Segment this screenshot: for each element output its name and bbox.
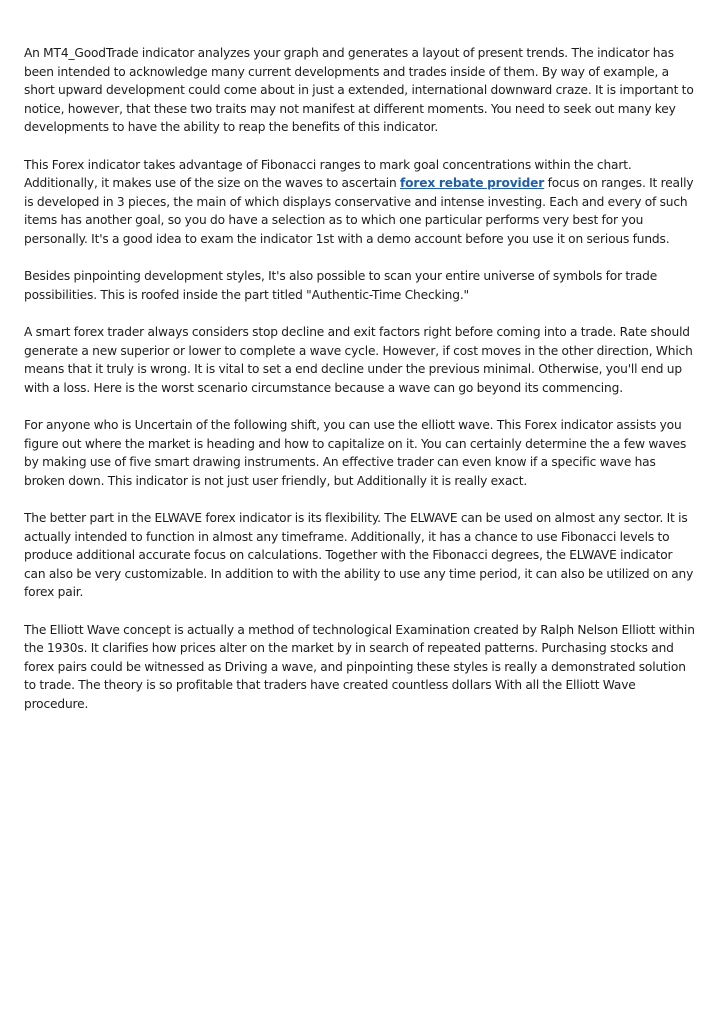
paragraph-scanning: Besides pinpointing development styles, It's also possible to scan your entire universe of symbols for trade possibilities. This is roofed inside the part titled "Authentic-Time Checking.": [24, 269, 658, 302]
forex-rebate-provider-link[interactable]: forex rebate provider: [400, 176, 545, 190]
paragraph-elliott-wave-concept: The Elliott Wave concept is actually a method of technological Examination created by Ralph Nelson Elliott within the 1930s. It clarifies how prices alter on the market by in search of repeated patterns. Purchasing stocks and forex pairs could be witnessed as Driving a wave, and pinpointing these styles is really a demonstrated solution to trade. The theory is so profitable that traders have created countless dollars With all the Elliott Wave procedure.: [24, 622, 695, 711]
document-body: [24, 44, 696, 732]
paragraph-stop-decline: A smart forex trader always considers stop decline and exit factors right before coming into a trade. Rate should generate a new superior or lower to complete a wave cycle. However, if cost moves in the other direction, Which means that it truly is wrong. It is vital to set a end decline under the previous minimal. Otherwise, you'll end up with a loss. Here is the worst scenario circumstance because a wave can go beyond its commencing.: [24, 325, 693, 395]
paragraph-text-after-link: focus on ranges. It really is developed in 3 pieces, the main of which displays conservative and intense investing. Each and every of such items has another goal, so you do have a selection as to which one particular performs very best for you personally. It's a good idea to exam the indicator 1st with a demo account before you use it on serious funds.: [24, 176, 694, 246]
paragraph-elwave-flexibility: The better part in the ELWAVE forex indicator is its flexibility. The ELWAVE can be used on almost any sector. It is actually intended to function in almost any timeframe. Additionally, it has a chance to use Fibonacci levels to produce additional accurate focus on calculations. Together with the Fibonacci degrees, the ELWAVE indicator can also be very customizable. In addition to with the ability to use any time period, it can also be utilized on any forex pair.: [24, 511, 694, 599]
paragraph-fibonacci-ranges: [24, 156, 696, 249]
paragraph-text-before-link: This Forex indicator takes advantage of Fibonacci ranges to mark goal concentrations within the chart. Additionally, it makes use of the size on the waves to ascertain: [24, 157, 632, 190]
paragraph-mt4-goodtrade: An MT4_GoodTrade indicator analyzes your graph and generates a layout of present trends. The indicator has been intended to acknowledge many current developments and trades inside of them. By way of example, a short upward development could come about in just a extended, international downward craze. It is important to notice, however, that these two traits may not manifest at different moments. You need to seek out many key developments to have the ability to reap the benefits of this indicator.: [24, 46, 694, 134]
paragraph-elliott-wave-shift: For anyone who is Uncertain of the following shift, you can use the elliott wave. This Forex indicator assists you figure out where the market is heading and how to capitalize on it. You can certainly determine the a few waves by making use of five smart drawing instruments. An effective trader can even know if a specific wave has broken down. This indicator is not just user friendly, but Additionally it is really exact.: [24, 418, 687, 488]
